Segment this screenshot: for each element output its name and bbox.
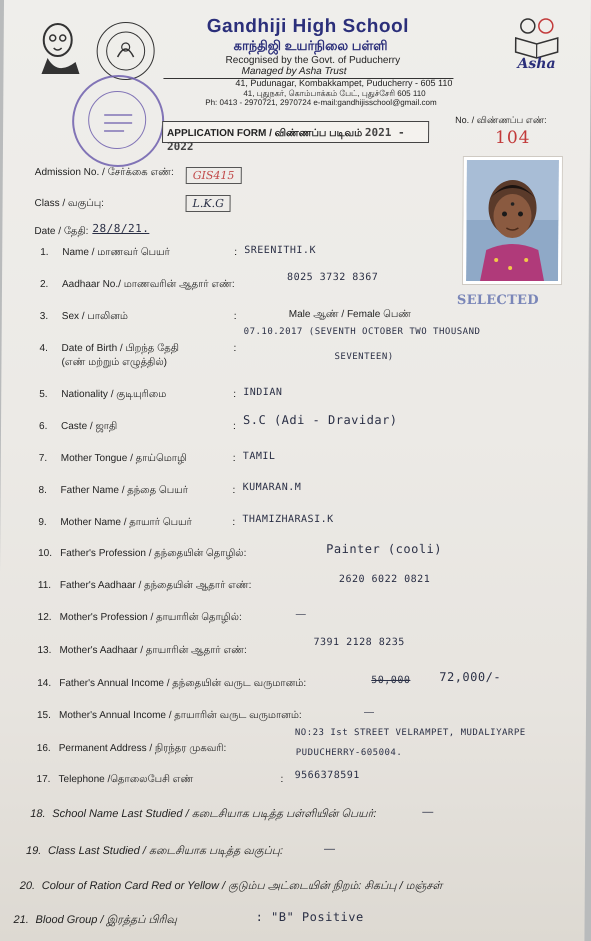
- field-value-father-profession: Painter (cooli): [326, 542, 443, 556]
- field-value-father-name: KUMARAN.M: [242, 482, 302, 493]
- address-line-2: 41, புதுநகர், கொம்பாக்கம் பேட், புதுச்சேரி 605 110: [243, 89, 426, 98]
- class-label: Class / வகுப்பு:: [34, 198, 105, 209]
- field-row-father-name: 8. Father Name / தந்தை பெயர்: [38, 485, 189, 496]
- field-row-father-income: 14. Father's Annual Income / தந்தையின் வருட வருமானம்:: [37, 678, 307, 689]
- field-row-caste: 6. Caste / ஜாதி: [38, 421, 118, 432]
- field-row-blood-group: 21. Blood Group / இரத்தப் பிரிவு: [13, 914, 177, 926]
- field-value-blood-group: : "B" Positive: [255, 910, 364, 924]
- field-sep-mother-name: :: [232, 517, 236, 528]
- admission-no-label: Admission No. / சேர்க்கை எண்:: [34, 167, 174, 178]
- field-sep-name: :: [234, 247, 238, 258]
- field-value-caste: S.C (Adi - Dravidar): [243, 413, 398, 427]
- admission-no-value: GIS415: [186, 167, 242, 184]
- field-value-telephone: 9566378591: [294, 770, 360, 781]
- form-year: 2021 - 2022: [166, 126, 405, 153]
- field-row-mother-income: 15. Mother's Annual Income / தாயாரின் வருட வருமானம்:: [36, 710, 302, 721]
- application-number-label: No. / விண்ணப்ப எண்:: [455, 115, 547, 125]
- managed-by-text: Managed by Asha Trust: [241, 66, 347, 77]
- field-value-mother-income: —: [363, 707, 375, 718]
- field-row-father-profession: 10. Father's Profession / தந்தையின் தொழில்:: [38, 548, 247, 559]
- field-value-mother-tongue: TAMIL: [242, 451, 276, 462]
- field-row-last-class: 19. Class Last Studied / கடைசியாக படித்த வகுப்பு:: [26, 845, 284, 857]
- field-row-address: 16. Permanent Address / நிரந்தர முகவரி:: [36, 743, 227, 754]
- field-value-address-line2: PUDUCHERRY-605004.: [295, 748, 403, 758]
- field-row-dob: 4. Date of Birth / பிறந்த தேதி: [39, 343, 179, 354]
- field-row-nationality: 5. Nationality / குடியுரிமை: [39, 389, 167, 400]
- gandhi-logo-icon: [35, 18, 83, 76]
- form-title: APPLICATION FORM / விண்ணப்ப படிவம்: [167, 128, 363, 139]
- field-row-telephone: 17. Telephone /தொலைபேசி எண்: [36, 774, 194, 785]
- field-row-aadhaar: 2. Aadhaar No./ மாணவரின் ஆதார் எண்:: [39, 279, 235, 290]
- field-row-last-school: 18. School Name Last Studied / கடைசியாக படித்த பள்ளியின் பெயர்:: [30, 808, 377, 820]
- field-sep-father-name: :: [232, 485, 236, 496]
- date-value: 28/8/21.: [92, 222, 150, 235]
- field-sep-mother-tongue: :: [232, 453, 236, 464]
- selected-stamp: SELECTED: [456, 293, 539, 308]
- date-label: Date / தேதி:: [34, 226, 89, 237]
- field-value-name: SREENITHI.K: [244, 245, 317, 256]
- field-row-mother-name: 9. Mother Name / தாயார் பெயர்: [38, 517, 192, 528]
- field-row-mother-tongue: 7. Mother Tongue / தாய்மொழி: [38, 453, 187, 464]
- asha-logo-icon: [511, 14, 561, 72]
- field-value-dob-words: SEVENTEEN): [334, 352, 394, 362]
- school-seal-icon: [96, 22, 154, 80]
- recognition-text: Recognised by the Govt. of Puducherry: [225, 55, 401, 66]
- field-value-mother-profession: —: [295, 609, 306, 620]
- field-value-sex: Male ஆண் / Female பெண்: [288, 309, 412, 320]
- field-value-last-class: —: [324, 843, 336, 855]
- field-value-aadhaar: 8025 3732 8367: [287, 272, 379, 283]
- field-value-father-income: 72,000/-: [439, 670, 502, 684]
- school-name-tamil: காந்திஜி உயர்நிலை பள்ளி: [233, 38, 388, 53]
- student-photo: [463, 157, 562, 284]
- field-value-last-school: —: [422, 806, 434, 818]
- field-value-father-income-struck: 50,000: [371, 675, 411, 686]
- field-value-nationality: INDIAN: [243, 387, 283, 398]
- phone-email: Ph: 0413 - 2970721, 2970724 e-mail:gandhijisschool@gmail.com: [205, 98, 437, 107]
- asha-logo-text: Asha: [517, 56, 556, 72]
- field-sep-sex: :: [233, 311, 237, 322]
- field-row-mother-profession: 12. Mother's Profession / தாயாரின் தொழில்:: [37, 612, 242, 623]
- field-row-mother-aadhaar: 13. Mother's Aadhaar / தாயாரின் ஆதார் எண்:: [37, 645, 247, 656]
- field-sep-dob: :: [233, 343, 237, 354]
- field-value-address: NO:23 Ist STREET VELRAMPET, MUDALIYARPE: [294, 728, 526, 738]
- form-title-box: [162, 121, 429, 153]
- school-name: Gandhiji High School: [206, 16, 409, 37]
- school-stamp-icon: [72, 75, 165, 167]
- field-row-father-aadhaar: 11. Father's Aadhaar / தந்தையின் ஆதார் எண்:: [37, 580, 252, 591]
- field-sep-telephone: :: [280, 774, 284, 785]
- field-row-dob-sub: (எண் மற்றும் எழுத்தில்): [61, 357, 168, 368]
- field-row-sex: 3. Sex / பாலினம்: [39, 311, 129, 322]
- application-number: 104: [494, 128, 531, 148]
- class-value: L.K.G: [186, 195, 231, 212]
- field-sep-nationality: :: [233, 389, 237, 400]
- field-row-name: 1. Name / மாணவர் பெயர்: [40, 247, 170, 258]
- field-sep-caste: :: [232, 421, 236, 432]
- field-row-ration-card: 20. Colour of Ration Card Red or Yellow / குடும்ப அட்டையின் நிறம்: சிகப்பு / மஞ்சள்: [19, 880, 443, 892]
- field-value-mother-name: THAMIZHARASI.K: [242, 514, 334, 525]
- field-value-dob: 07.10.2017 (SEVENTH OCTOBER TWO THOUSAND: [243, 327, 481, 337]
- field-value-mother-aadhaar: 7391 2128 8235: [313, 637, 405, 648]
- address-line-1: 41, Pudunagar, Kombakkampet, Puducherry - 605 110: [235, 78, 453, 88]
- field-value-father-aadhaar: 2620 6022 0821: [338, 574, 431, 585]
